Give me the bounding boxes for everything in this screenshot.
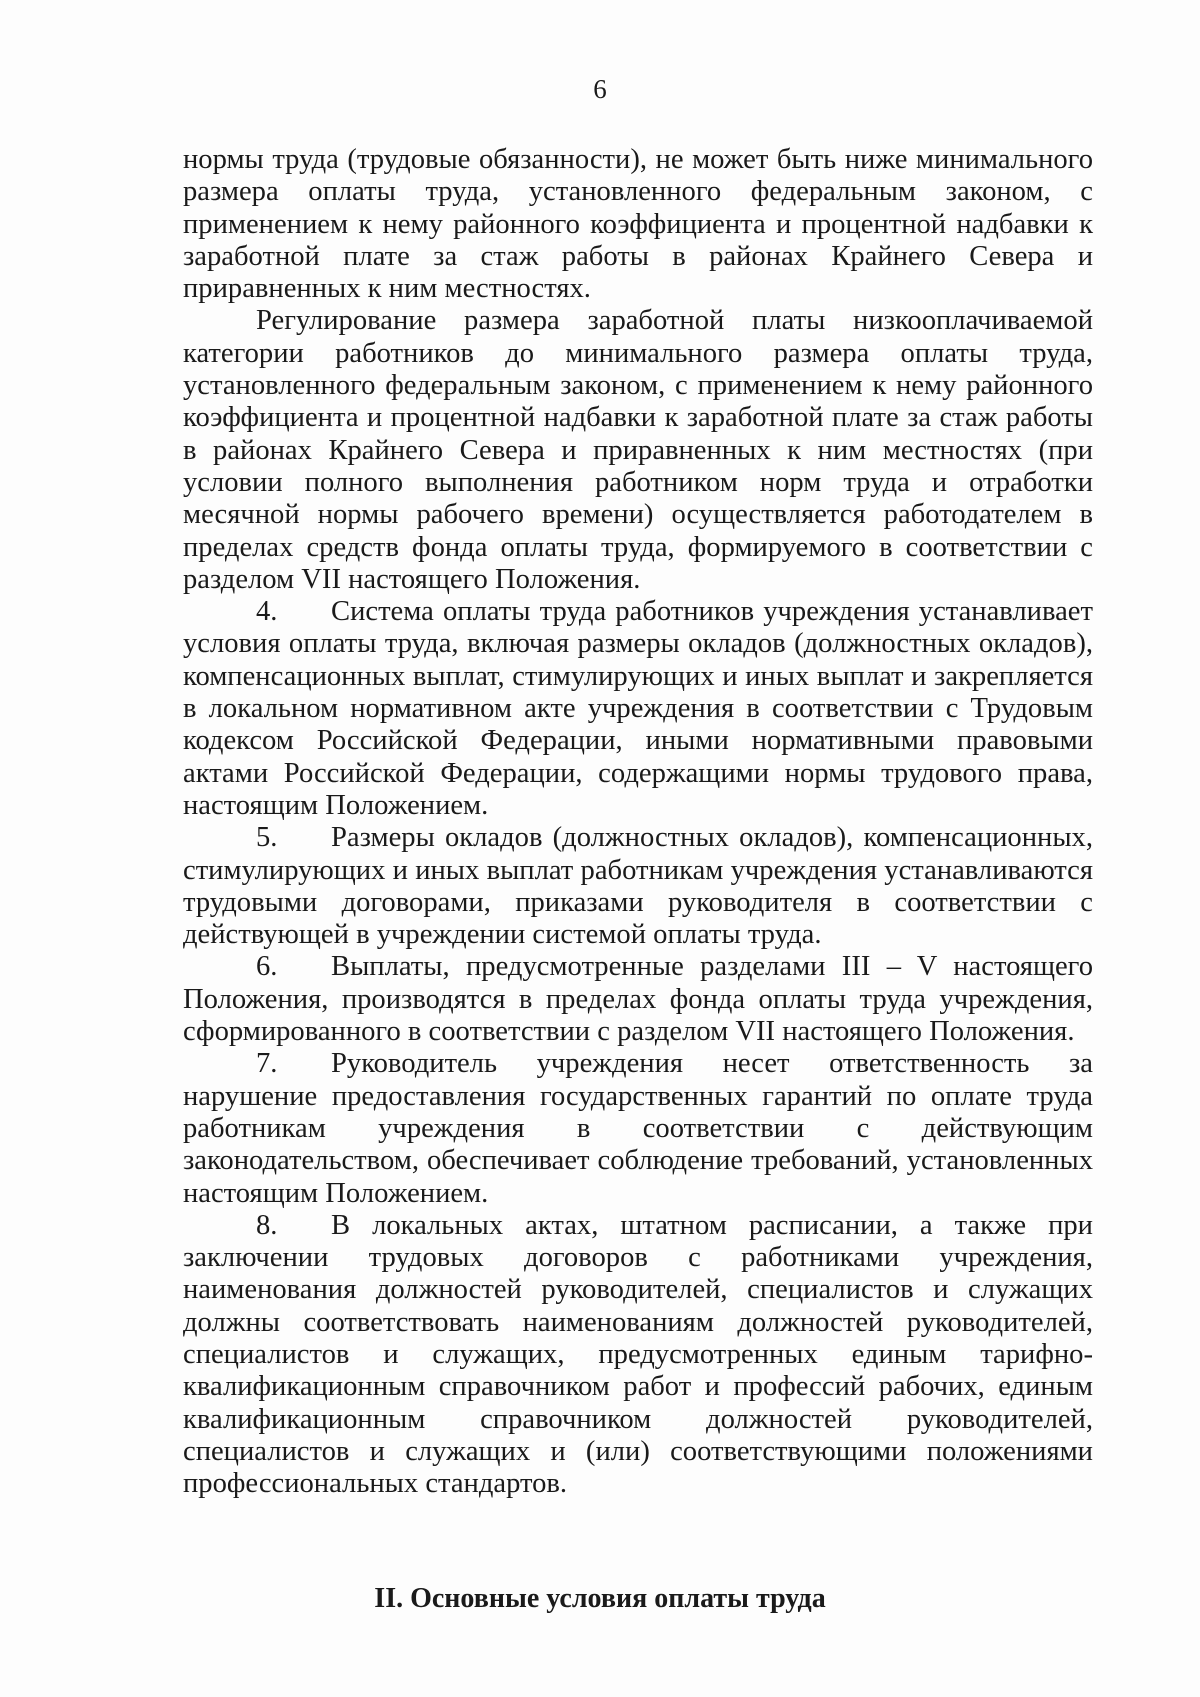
paragraph-item-8 <box>183 1210 1093 1501</box>
paragraph-text: Выплаты, предусмотренные разделами III – V настоящего Положения, производятся в пределах фонда оплаты труда учреждения, сформированного в соответствии с разделом VII настоящего Положения. <box>183 951 1093 1048</box>
paragraph-text: Руководитель учреждения несет ответственность за нарушение предоставления государственных гарантий по оплате труда работникам учреждения в соответствии с действующим законодательством, обеспечивает соблюдение требований, установленных настоящим Положением. <box>183 1048 1093 1209</box>
paragraph-item-5 <box>183 822 1093 951</box>
item-number: 7. <box>256 1048 278 1080</box>
paragraph-item-6 <box>183 951 1093 1048</box>
item-number: 8. <box>256 1209 278 1241</box>
item-number: 5. <box>256 822 278 854</box>
paragraph-regulation <box>183 305 1093 596</box>
paragraph-item-4 <box>183 596 1093 822</box>
paragraph-text: В локальных актах, штатном расписании, а также при заключении трудовых договоров с работниками учреждения, наименования должностей руководителей, специалистов и служащих должны соответствовать наименованиям должностей руководителей, специалистов и служащих, предусмотренных единым тарифно-квалификационным справочником работ и профессий рабочих, единым квалификационным справочником должностей руководителей, специалистов и служащих и (или) соответствующими положениями профессиональных стандартов. <box>183 1209 1093 1500</box>
document-body <box>183 144 1093 1500</box>
item-number: 6. <box>256 951 278 983</box>
page-number: 6 <box>593 74 607 104</box>
paragraph-text: Система оплаты труда работников учреждения устанавливает условия оплаты труда, включая размеры окладов (должностных окладов), компенсационных выплат, стимулирующих и иных выплат и закрепляется в локальном нормативном акте учреждения в соответствии с Трудовым кодексом Российской Федерации, иными нормативными правовыми актами Российской Федерации, содержащими нормы трудового права, настоящим Положением. <box>183 596 1093 821</box>
paragraph-item-7 <box>183 1048 1093 1209</box>
paragraph-text: нормы труда (трудовые обязанности), не может быть ниже минимального размера оплаты труда, установленного федеральным законом, с применением к нему районного коэффициента и процентной надбавки к заработной плате за стаж работы в районах Крайнего Севера и приравненных к ним местностях. <box>183 144 1093 305</box>
section-heading: II. Основные условия оплаты труда <box>374 1583 826 1614</box>
paragraph-continuation <box>183 144 1093 305</box>
item-number: 4. <box>256 596 278 628</box>
paragraph-text: Регулирование размера заработной платы низкооплачиваемой категории работников до минимального размера оплаты труда, установленного федеральным законом, с применением к нему районного коэффициента и процентной надбавки к заработной плате за стаж работы в районах Крайнего Севера и приравненных к ним местностях (при условии полного выполнения работником норм труда и отработки месячной нормы рабочего времени) осуществляется работодателем в пределах средств фонда оплаты труда, формируемого в соответствии с разделом VII настоящего Положения. <box>183 305 1093 595</box>
paragraph-text: Размеры окладов (должностных окладов), компенсационных, стимулирующих и иных выплат работникам учреждения устанавливаются трудовыми договорами, приказами руководителя в соответствии с действующей в учреждении системой оплаты труда. <box>183 822 1093 951</box>
